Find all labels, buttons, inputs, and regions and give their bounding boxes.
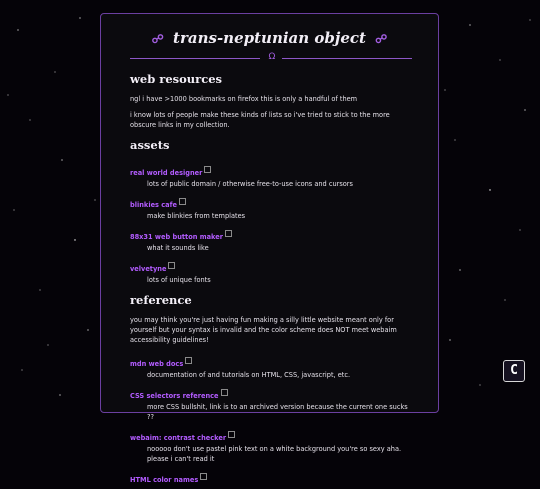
corner-badge-button[interactable]: C xyxy=(503,360,525,382)
resource-description: nooooo don't use pastel pink text on a white background you're so sexy aha. xyxy=(147,445,402,453)
external-link-icon xyxy=(221,389,228,396)
list-item xyxy=(130,467,415,486)
external-link-icon xyxy=(168,262,175,269)
list-item xyxy=(130,160,415,189)
resource-link[interactable]: blinkies cafe xyxy=(130,201,177,209)
resource-description: please i can't read it xyxy=(147,455,215,463)
resource-link[interactable]: 88x31 web button maker xyxy=(130,233,223,241)
intro-paragraph: ngl i have >1000 bookmarks on firefox this is only a handful of them xyxy=(130,95,358,103)
section-heading-reference: reference xyxy=(130,293,192,307)
resource-description: what it sounds like xyxy=(147,244,209,252)
site-title-row xyxy=(101,29,438,47)
external-link-icon xyxy=(225,230,232,237)
resource-link[interactable]: real world designer xyxy=(130,169,203,177)
omega-icon: Ω xyxy=(268,52,276,62)
asteroid-symbol-icon: ☍ xyxy=(375,32,388,46)
resource-description: lots of unique fonts xyxy=(147,276,211,284)
asteroid-symbol-icon: ☍ xyxy=(151,32,164,46)
external-link-icon xyxy=(200,473,207,480)
resource-link[interactable]: HTML color names xyxy=(130,476,199,484)
list-item xyxy=(130,224,415,253)
external-link-icon xyxy=(179,198,186,205)
list-item xyxy=(130,192,415,221)
resource-link[interactable]: webaim: contrast checker xyxy=(130,434,227,442)
list-item xyxy=(130,256,415,285)
external-link-icon xyxy=(185,357,192,364)
title-divider xyxy=(130,53,412,65)
resource-description: lots of public domain / otherwise free-to-use icons and cursors xyxy=(147,180,353,188)
main-panel xyxy=(100,13,439,484)
list-item xyxy=(130,425,415,464)
resource-link[interactable]: mdn web docs xyxy=(130,360,184,368)
resource-description: more CSS bullshit, link is to an archived version because the current one sucks ?? xyxy=(147,403,408,421)
list-item xyxy=(130,351,415,380)
resource-link[interactable]: velvetyne xyxy=(130,265,167,273)
intro-paragraph: i know lots of people make these kinds of lists so i've tried to stick to the more obscure links in my collection. xyxy=(130,111,390,129)
list-item xyxy=(130,383,415,422)
resource-description: make blinkies from templates xyxy=(147,212,246,220)
site-title: trans-neptunian object xyxy=(173,29,366,47)
resource-link[interactable]: CSS selectors reference xyxy=(130,392,219,400)
external-link-icon xyxy=(204,166,211,173)
external-link-icon xyxy=(228,431,235,438)
resource-description: documentation of and tutorials on HTML, CSS, javascript, etc. xyxy=(147,371,351,379)
reference-intro: you may think you're just having fun making a silly little website meant only for yourself but your syntax is invalid and the color scheme does NOT meet webaim accessibility guidelines! xyxy=(130,316,397,344)
section-heading-web-resources: web resources xyxy=(130,72,222,86)
section-heading-assets: assets xyxy=(130,138,170,152)
content-area xyxy=(130,72,415,489)
